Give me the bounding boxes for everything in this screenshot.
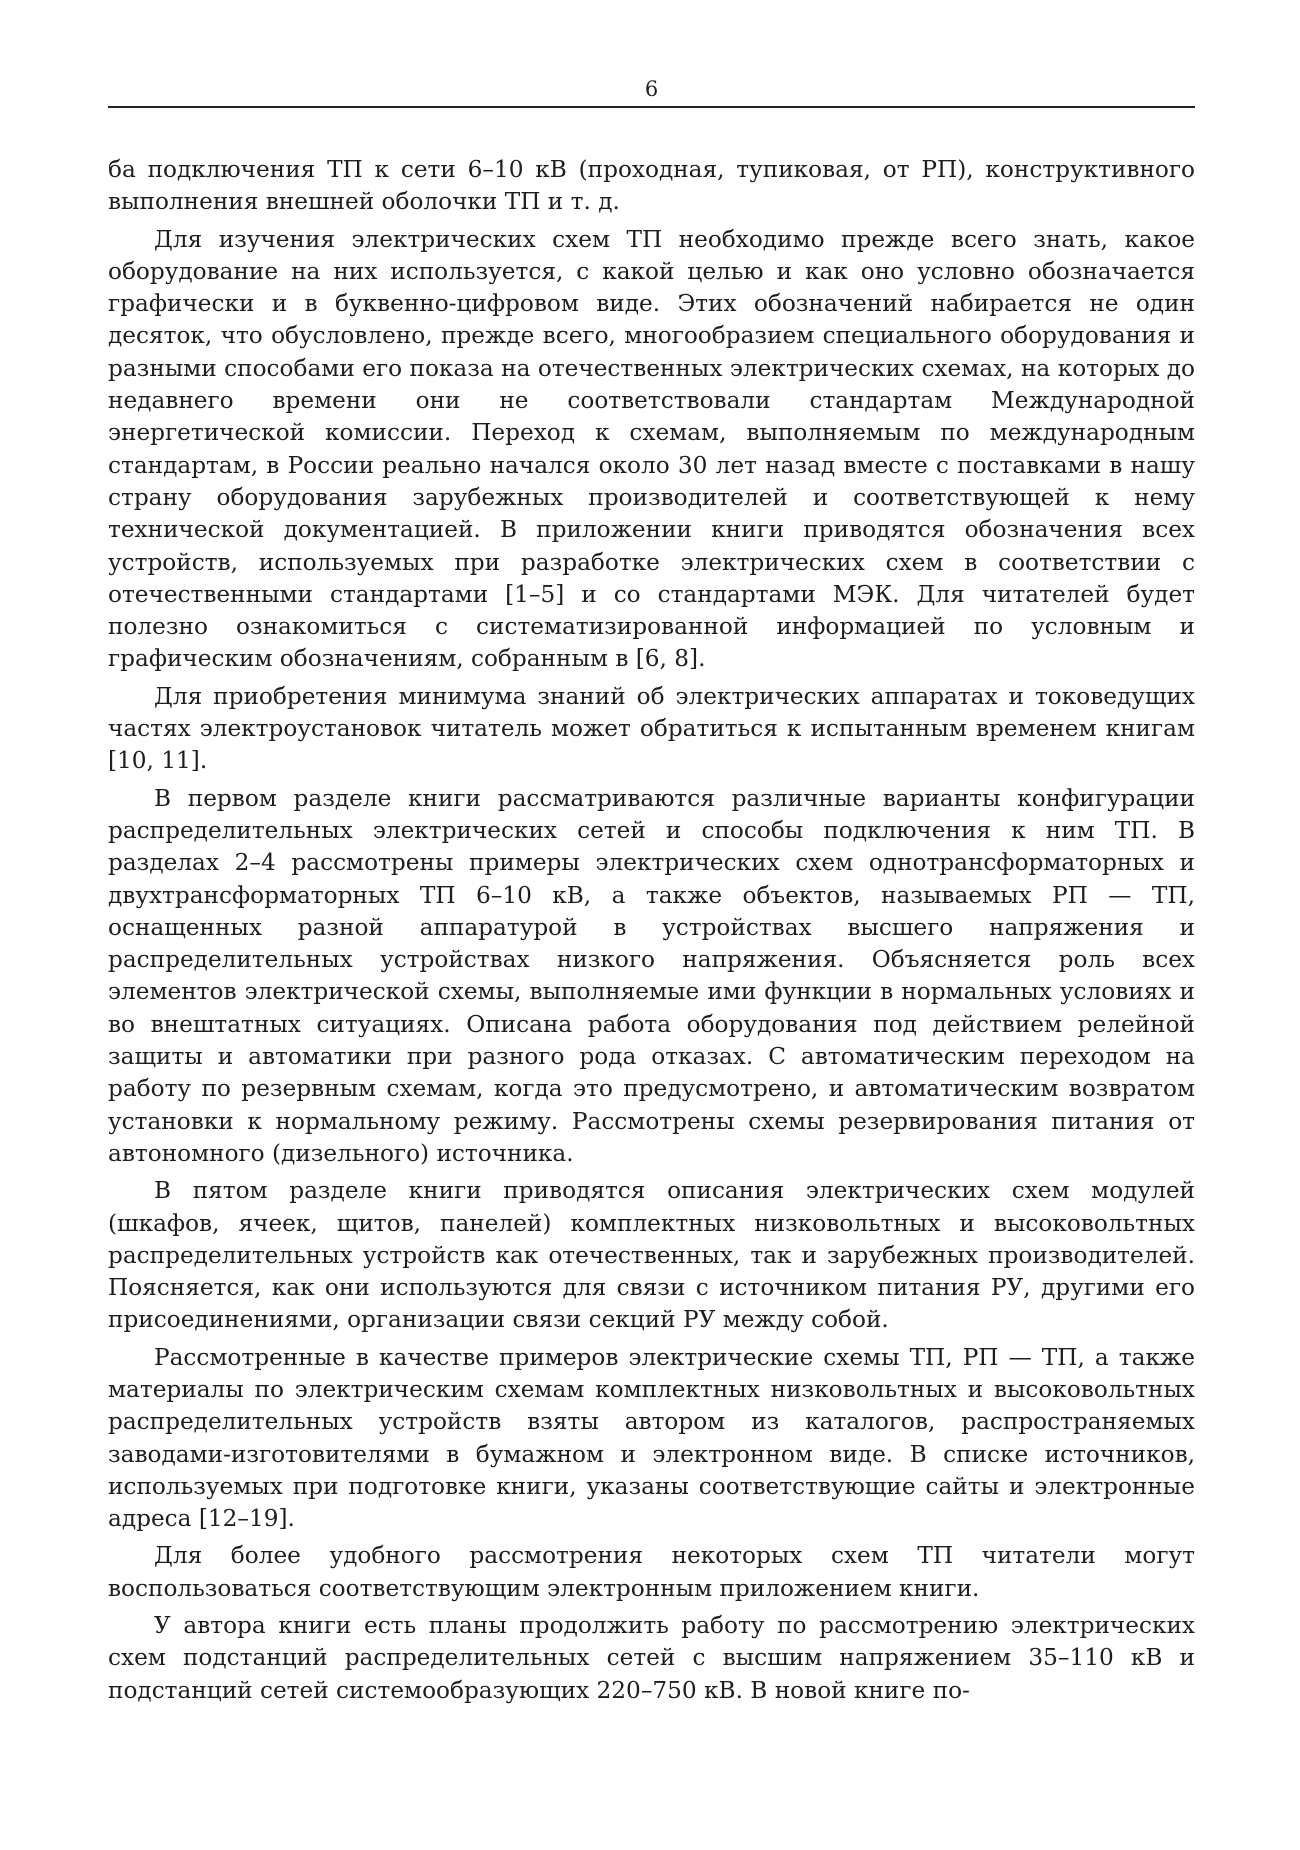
paragraph: Рассмотренные в качестве примеров электрические схемы ТП, РП — ТП, а также материалы по электрическим схемам комплектных низковольтных и высоковольтных распределительных устройств взяты автором из каталогов, распространяемых заводами-изготовителями в бумажном и электронном виде. В списке источников, используемых при подготовке книги, указаны соответствующие сайты и электронные адреса [12–19]. [108,1343,1195,1533]
paragraph: У автора книги есть планы продолжить работу по рассмотрению электрических схем подстанций распределительных сетей с высшим напряжением 35–110 кВ и подстанций сетей системообразующих 220–750 кВ. В новой книге по- [108,1612,1195,1704]
page-number: 6 [644,77,659,101]
paragraph: ба подключения ТП к сети 6–10 кВ (проходная, тупиковая, от РП), конструктивного выполнения внешней оболочки ТП и т. д. [108,156,1195,216]
paragraph: В пятом разделе книги приводятся описания электрических схем модулей (шкафов, ячеек, щитов, панелей) комплектных низковольтных и высоковольтных распределительных устройств как отечественных, так и зарубежных производителей. Поясняется, как они используются для связи с источником питания РУ, другими его присоединениями, организации связи секций РУ между собой. [108,1177,1195,1334]
paragraph: Для приобретения минимума знаний об электрических аппаратах и токоведущих частях электроустановок читатель может обратиться к испытанным временем книгам [10, 11]. [108,682,1195,775]
page-header [108,76,1195,108]
paragraph: Для более удобного рассмотрения некоторых схем ТП читатели могут воспользоваться соответствующим электронным приложением книги. [108,1542,1195,1602]
paragraph: Для изучения электрических схем ТП необходимо прежде всего знать, какое оборудование на них используется, с какой целью и как оно условно обозначается графически и в буквенно-цифровом виде. Этих обозначений набирается не один десяток, что обусловлено, прежде всего, многообразием специального оборудования и разными способами его показа на отечественных электрических схемах, на которых до недавнего времени они не соответствовали стандартам Международной энергетической комиссии. Переход к схемам, выполняемым по международным стандартам, в России реально начался около 30 лет назад вместе с поставками в нашу страну оборудования зарубежных производителей и соответствующей к нему технической документацией. В приложении книги приводятся обозначения всех устройств, используемых при разработке электрических схем в соответствии с отечественными стандартами [1–5] и со стандартами МЭК. Для читателей будет полезно ознакомиться с систематизированной информацией по условным и графическим обозначениям, собранным в [6, 8]. [108,225,1195,673]
body-text [108,154,1195,1712]
paragraph: В первом разделе книги рассматриваются различные варианты конфигурации распределительных электрических сетей и способы подключения к ним ТП. В разделах 2–4 рассмотрены примеры электрических схем однотрансформаторных и двухтрансформаторных ТП 6–10 кВ, а также объектов, называемых РП — ТП, оснащенных разной аппаратурой в устройствах высшего напряжения и распределительных устройствах низкого напряжения. Объясняется роль всех элементов электрической схемы, выполняемые ими функции в нормальных условиях и во внештатных ситуациях. Описана работа оборудования под действием релейной защиты и автоматики при разного рода отказах. С автоматическим переходом на работу по резервным схемам, когда это предусмотрено, и автоматическим возвратом установки к нормальному режиму. Рассмотрены схемы резервирования питания от автономного (дизельного) источника. [108,784,1195,1167]
